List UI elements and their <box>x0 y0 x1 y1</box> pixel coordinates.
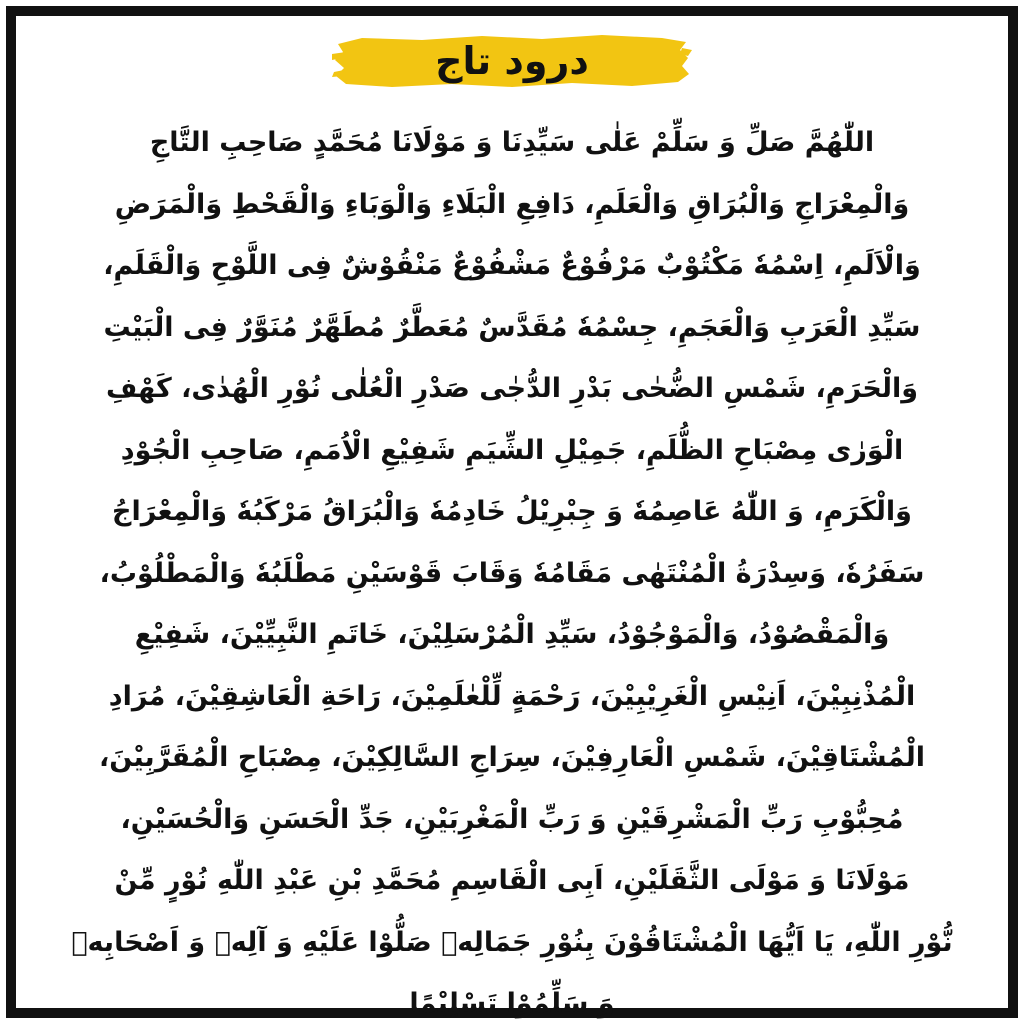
text-line: وَالْمِعْرَاجِ وَالْبُرَاقِ وَالْعَلَمِ، دَافِعِ الْبَلَاءِ وَالْوَبَاءِ وَالْقَحْطِ وَالْمَرَضِ <box>114 188 910 220</box>
page-title: درود تاج <box>435 39 589 83</box>
text-line: اللّٰهُمَّ صَلِّ وَ سَلِّمْ عَلٰی سَیِّدِنَا وَ مَوْلَانَا مُحَمَّدٍ صَاحِبِ التَّاجِ <box>149 127 875 158</box>
text-line: وَالْحَرَمِ، شَمْسِ الضُّحٰی بَدْرِ الدُّجٰی صَدْرِ الْعُلٰی نُوْرِ الْهُدٰی، كَهْفِ <box>105 373 919 404</box>
text-line: الْمُذْنِبِیْنَ، اَنِیْسِ الْغَرِیْبِیْنَ، رَحْمَةٍ لِّلْعٰلَمِیْنَ، رَاحَةِ الْعَاشِقِیْنَ، مُرَادِ <box>108 680 916 712</box>
text-line: سَیِّدِ الْعَرَبِ وَالْعَجَمِ، جِسْمُهٗ مُقَدَّسٌ مُعَطَّرٌ مُطَهَّرٌ مُنَوَّرٌ فِی الْبَیْتِ <box>103 311 921 343</box>
text-line: مُحِبُّوْبِ رَبِّ الْمَشْرِقَیْنِ وَ رَبِّ الْمَغْرِبَیْنِ، جَدِّ الْحَسَنِ وَالْحُسَیْنِ، <box>120 803 904 835</box>
text-line: وَالْمَقْصُوْدُ، وَالْمَوْجُوْدُ، سَیِّدِ الْمُرْسَلِیْنَ، خَاتَمِ النَّبِیِّیْنَ، شَفِیْعِ <box>134 619 890 650</box>
text-line: وَالْكَرَمِ، وَ اللّٰهُ عَاصِمُهٗ وَ جِبْرِیْلُ خَادِمُهٗ وَالْبُرَاقُ مَرْكَبُهٗ وَالْمِعْرَاجُ <box>112 496 912 527</box>
title-banner <box>16 26 1008 96</box>
text-line: الْوَرٰی مِصْبَاحِ الظُّلَمِ، جَمِیْلِ الشِّیَمِ شَفِیْعِ الْاُمَمِ، صَاحِبِ الْجُوْدِ <box>120 434 904 466</box>
text-line: وَ سَلِّمُوْا تَسْلِیْمًا <box>409 988 615 1019</box>
page-frame <box>6 6 1018 1018</box>
text-line: سَفَرُهٗ، وَسِدْرَةُ الْمُنْتَهٰی مَقَامُهٗ وَقَابَ قَوْسَیْنِ مَطْلَبُهٗ وَالْمَطْلُوْبُ، <box>99 557 925 589</box>
text-line: مَوْلَانَا وَ مَوْلَی الثَّقَلَیْنِ، اَبِی الْقَاسِمِ مُحَمَّدِ بْنِ عَبْدِ اللّٰهِ نُوْرٍ مِّنْ <box>114 865 910 896</box>
text-line: نُّوْرِ اللّٰهِ، یَا اَیُّهَا الْمُشْتَاقُوْنَ بِنُوْرِ جَمَالِهٖ صَلُّوْا عَلَیْهِ وَ آلِهٖ وَ اَصْحَابِهٖ <box>71 926 953 958</box>
text-line: وَالْاَلَمِ، اِسْمُهٗ مَكْتُوْبٌ مَرْفُوْعٌ مَشْفُوْعٌ مَنْقُوْشٌ فِی اللَّوْحِ وَالْقَلَمِ، <box>103 250 921 281</box>
durood-text <box>56 112 968 1035</box>
text-line: الْمُشْتَاقِیْنَ، شَمْسِ الْعَارِفِیْنَ، سِرَاجِ السَّالِكِیْنَ، مِصْبَاحِ الْمُقَرَّبِیْنَ، <box>98 742 926 773</box>
